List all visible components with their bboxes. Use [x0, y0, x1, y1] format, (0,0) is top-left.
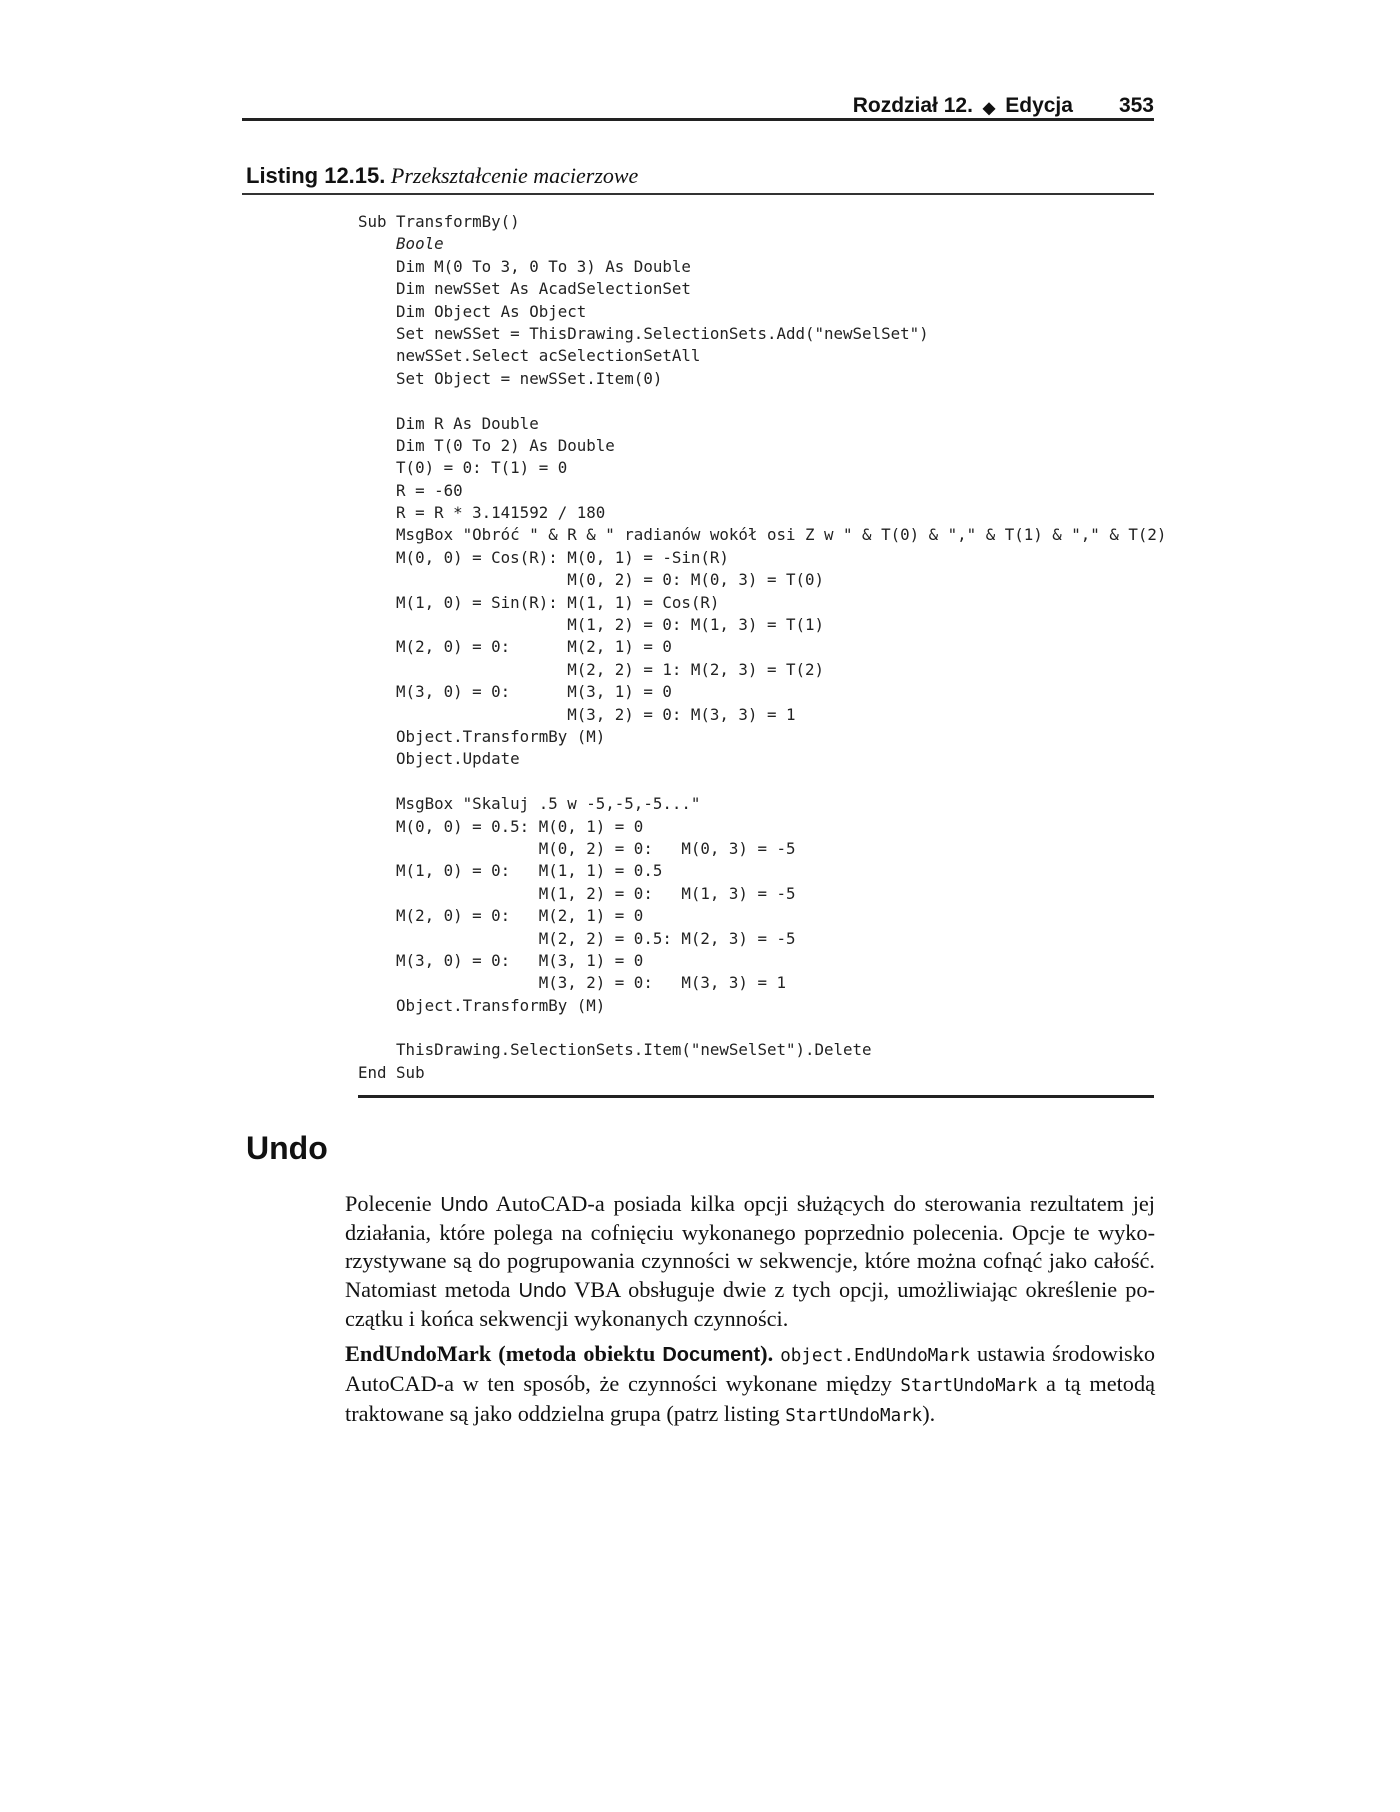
- code-line: End Sub: [358, 1062, 425, 1082]
- inline-code: StartUndoMark: [900, 1376, 1038, 1397]
- paragraph-text: Polecenie: [345, 1191, 441, 1216]
- code-line: Set Object = newSSet.Item(0): [358, 368, 663, 388]
- header-rule: [242, 118, 1154, 121]
- method-heading-code: Document: [662, 1344, 761, 1366]
- paragraph-text: ).: [922, 1401, 936, 1427]
- code-line: M(3, 0) = 0: M(3, 1) = 0: [358, 682, 672, 702]
- code-line: M(2, 0) = 0: M(2, 1) = 0: [358, 906, 644, 926]
- code-line: M(3, 2) = 0: M(3, 3) = 1: [358, 704, 796, 724]
- code-line: M(1, 2) = 0: M(1, 3) = T(1): [358, 615, 825, 635]
- listing-top-rule: [242, 193, 1154, 195]
- body-paragraph-endundomark: [345, 1340, 1155, 1431]
- code-line: M(0, 2) = 0: M(0, 3) = -5: [358, 838, 796, 858]
- code-line: M(3, 0) = 0: M(3, 1) = 0: [358, 950, 644, 970]
- code-line: newSSet.Select acSelectionSetAll: [358, 346, 701, 366]
- code-line: M(2, 2) = 1: M(2, 3) = T(2): [358, 659, 825, 679]
- section-heading: Undo: [246, 1130, 328, 1166]
- method-heading-text: ).: [760, 1341, 774, 1366]
- code-line: [358, 1017, 1166, 1039]
- code-line: T(0) = 0: T(1) = 0: [358, 458, 568, 478]
- code-line: Object.Update: [358, 749, 520, 769]
- code-line: M(2, 2) = 0.5: M(2, 3) = -5: [358, 928, 796, 948]
- code-line: Dim R As Double: [358, 413, 539, 433]
- code-line: ThisDrawing.SelectionSets.Item("newSelSet").Delete: [358, 1040, 872, 1060]
- body-paragraph-undo: [345, 1190, 1155, 1333]
- code-line: [358, 771, 1166, 793]
- method-heading-text: EndUndoMark (metoda obiektu: [345, 1341, 663, 1366]
- code-line: [358, 390, 1166, 412]
- code-line: MsgBox "Skaluj .5 w -5,-5,-5...": [358, 794, 701, 814]
- code-line: Dim T(0 To 2) As Double: [358, 435, 615, 455]
- code-line: Sub TransformBy(): [358, 212, 520, 231]
- paragraph-text: a tą metodą traktowane są jako oddzielna grupa (patrz listing: [345, 1371, 1155, 1427]
- paragraph-text: VBA obsługuje dwie z tych opcji, umożliwiając określenie początku i końca sekwencji wykonanych czynności.: [345, 1276, 1155, 1331]
- listing-caption: [246, 162, 638, 190]
- inline-code: Undo: [518, 1279, 567, 1302]
- code-line: Set newSSet = ThisDrawing.SelectionSets.Add("newSelSet"): [358, 323, 929, 343]
- code-line: M(0, 2) = 0: M(0, 3) = T(0): [358, 570, 825, 590]
- code-line: Boole: [358, 234, 444, 254]
- listing-bottom-rule: [358, 1095, 1154, 1098]
- code-line: R = R * 3.141592 / 180: [358, 503, 606, 523]
- inline-code: Undo: [440, 1194, 489, 1216]
- code-line: M(1, 0) = Sin(R): M(1, 1) = Cos(R): [358, 592, 720, 612]
- code-line: M(0, 0) = Cos(R): M(0, 1) = -Sin(R): [358, 547, 729, 567]
- code-line: Object.TransformBy (M): [358, 726, 606, 746]
- code-line: M(1, 2) = 0: M(1, 3) = -5: [358, 883, 796, 903]
- listing-label: Listing 12.15.: [246, 163, 386, 188]
- chapter-label: Rozdział 12.: [852, 94, 973, 117]
- code-line: Object.TransformBy (M): [358, 995, 606, 1015]
- code-line: R = -60: [358, 480, 463, 500]
- page-number: 353: [1118, 94, 1154, 117]
- code-line: Dim Object As Object: [358, 301, 587, 321]
- code-line: MsgBox "Obróć " & R & " radianów wokół osi Z w " & T(0) & "," & T(1) & "," & T(2): [358, 525, 1167, 545]
- chapter-section-name: Edycja: [1005, 94, 1073, 117]
- listing-title: Przekształcenie macierzowe: [390, 163, 639, 188]
- code-line: Dim newSSet As AcadSelectionSet: [358, 279, 691, 299]
- paragraph-text: AutoCAD-a posiada kilka opcji służących do sterowania rezultatem jej działania, które polega na cofnięciu wykonanego poprzednio polecenia. Opcje te wykorzystywane są do pogrupowania czynności w sekwencje, które można cofnąć jako całość. Natomiast metoda: [345, 1191, 1155, 1302]
- code-line: M(2, 0) = 0: M(2, 1) = 0: [358, 637, 672, 657]
- code-line: M(1, 0) = 0: M(1, 1) = 0.5: [358, 861, 663, 881]
- code-listing: [358, 211, 1166, 1084]
- running-head: [242, 88, 1154, 118]
- inline-code: StartUndoMark: [785, 1406, 923, 1427]
- code-line: M(3, 2) = 0: M(3, 3) = 1: [358, 973, 786, 993]
- diamond-separator-icon: ◆: [982, 100, 996, 117]
- code-line: Dim M(0 To 3, 0 To 3) As Double: [358, 256, 691, 276]
- paragraph-text: ustawia środowisko AutoCAD-a w ten sposób, że czynności wykonane między: [345, 1341, 1156, 1397]
- code-line: M(0, 0) = 0.5: M(0, 1) = 0: [358, 816, 644, 836]
- inline-code: object.EndUndoMark: [780, 1346, 970, 1366]
